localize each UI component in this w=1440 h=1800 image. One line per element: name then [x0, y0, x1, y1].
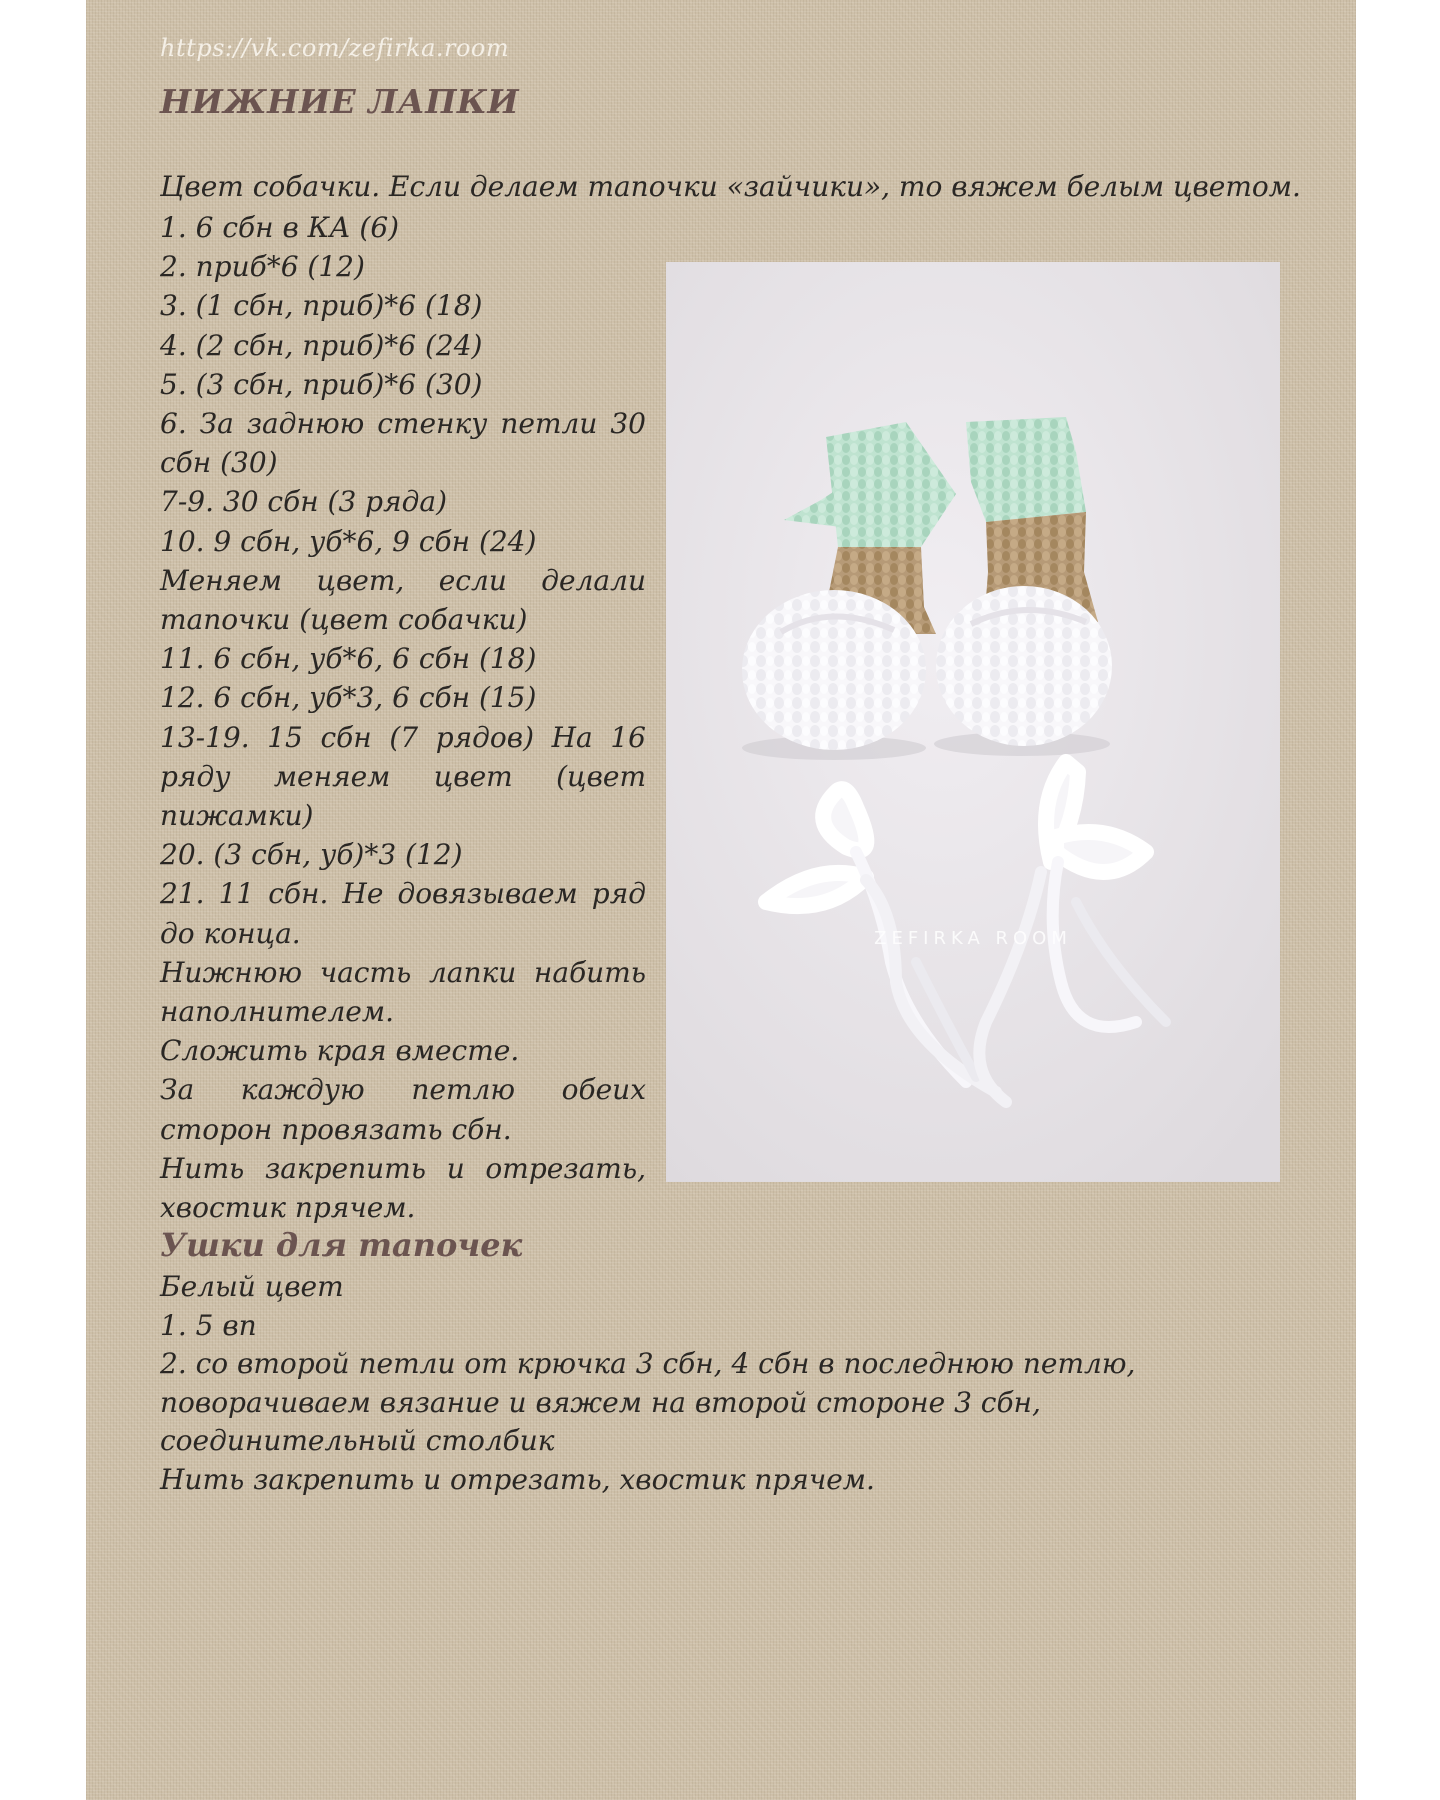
step-item: 5. (3 сбн, приб)*6 (30): [160, 367, 483, 401]
step-item: 6. За заднюю стенку петли 30 сбн (30): [160, 407, 646, 480]
step-item: 20. (3 сбн, уб)*3 (12): [160, 838, 463, 872]
step-item: Сложить края вместе.: [160, 1034, 520, 1068]
step-item: За каждую петлю обеих сторон провязать сбн.: [160, 1073, 646, 1146]
ears-list: [160, 1268, 1280, 1499]
step-item: Меняем цвет, если делали тапочки (цвет собачки): [160, 563, 646, 637]
ears-line: 1. 5 вп: [160, 1308, 257, 1342]
step-item: 12. 6 сбн, уб*3, 6 сбн (15): [160, 681, 537, 715]
source-url: https://vk.com/zefirka.room: [160, 34, 510, 62]
step-item: Нижнюю часть лапки набить наполнителем.: [160, 955, 646, 1029]
step-item: Нить закрепить и отрезать, хвостик прячем.: [160, 1151, 646, 1225]
step-item: 10. 9 сбн, уб*6, 9 сбн (24): [160, 524, 537, 558]
steps-list: [160, 208, 646, 1227]
crochet-slippers-photo: [666, 262, 1280, 1182]
ears-line: 2. со второй петли от крючка 3 сбн, 4 сбн в последнюю петлю, поворачиваем вязание и вяжем на второй стороне 3 сбн, соединительный столбик: [160, 1347, 1136, 1457]
step-item: 11. 6 сбн, уб*6, 6 сбн (18): [160, 642, 537, 676]
step-item: 4. (2 сбн, приб)*6 (24): [160, 328, 483, 362]
section-title: НИЖНИЕ ЛАПКИ: [160, 82, 520, 121]
photo-watermark: ZEFIRKA ROOM: [874, 928, 1072, 949]
step-item: 3. (1 сбн, приб)*6 (18): [160, 289, 483, 323]
ears-line: Нить закрепить и отрезать, хвостик прячем.: [160, 1462, 875, 1496]
step-item: 2. приб*6 (12): [160, 250, 365, 284]
intro-text: Цвет собачки. Если делаем тапочки «зайчики», то вяжем белым цветом.: [160, 170, 1301, 203]
step-item: 21. 11 сбн. Не довязываем ряд до конца.: [160, 877, 646, 950]
ears-line: Белый цвет: [160, 1270, 344, 1303]
step-item: 7-9. 30 сбн (3 ряда): [160, 485, 447, 519]
step-item: 1. 6 сбн в КА (6): [160, 211, 400, 244]
ears-section-title: Ушки для тапочек: [160, 1226, 523, 1264]
step-item: 13-19. 15 сбн (7 рядов) На 16 ряду меняем цвет (цвет пижамки): [160, 720, 646, 833]
